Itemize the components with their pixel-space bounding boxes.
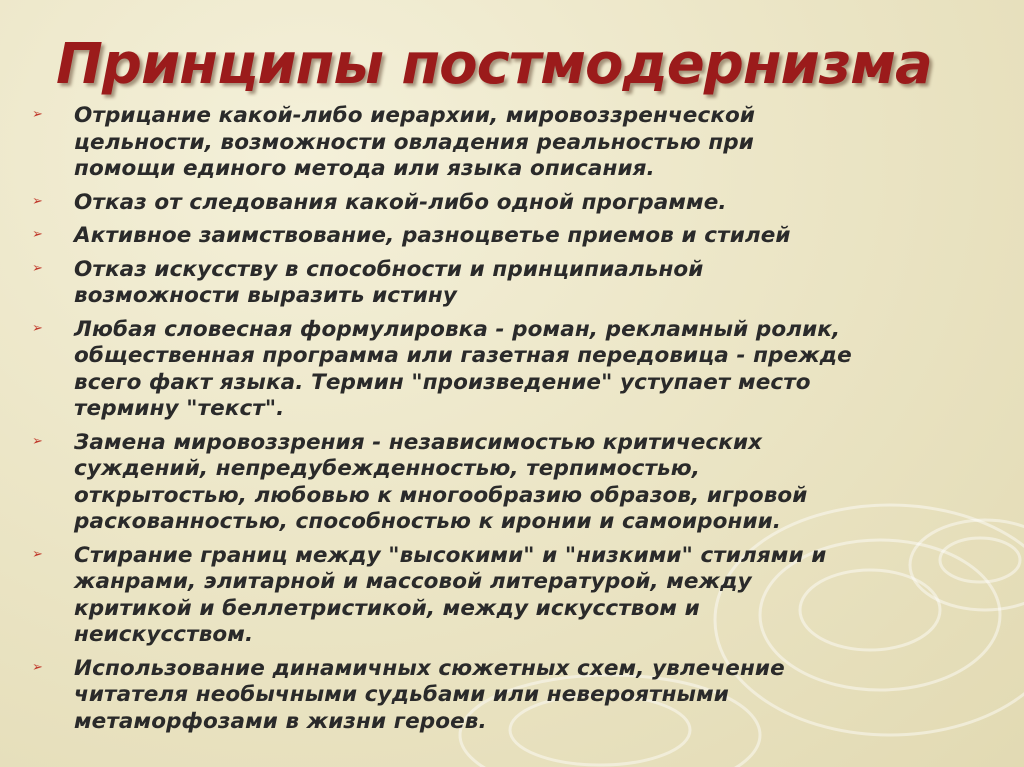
list-item: [32, 257, 982, 310]
bullet-text: [74, 257, 982, 310]
bullet-line: открытостью, любовью к многообразию образов, игровой: [74, 482, 808, 508]
bullet-line: метаморфозами в жизни героев.: [74, 708, 487, 734]
bullet-line: всего факт языка. Термин "произведение" уступает место: [74, 369, 811, 395]
bullet-line: Любая словесная формулировка - роман, рекламный ролик,: [74, 316, 841, 342]
bullet-line: Отказ искусству в способности и принципиальной: [74, 256, 704, 282]
bullet-text: [74, 103, 982, 183]
arrowhead-bullet-icon: ➢: [32, 107, 43, 122]
bullet-line: читателя необычными судьбами или невероятными: [74, 682, 729, 707]
bullet-line: помощи единого метода или языка описания.: [74, 156, 655, 181]
bullet-line: Стирание границ между "высокими" и "низкими" стилями и: [74, 542, 827, 568]
arrowhead-bullet-icon: ➢: [32, 227, 43, 242]
bullet-line: неискусством.: [74, 622, 254, 647]
bullet-line: суждений, непредубежденностью, терпимостью,: [74, 456, 701, 481]
arrowhead-bullet-icon: ➢: [32, 260, 43, 276]
list-item: [32, 223, 982, 250]
bullet-line: общественная программа или газетная передовица - прежде: [74, 343, 852, 368]
bullet-line: Использование динамичных сюжетных схем, увлечение: [74, 655, 785, 681]
arrowhead-bullet-icon: ➢: [32, 320, 43, 336]
list-item: [32, 543, 982, 649]
bullet-line: Активное заимствование, разноцветье приемов и стилей: [74, 223, 791, 248]
bullet-text: [74, 543, 982, 649]
slide-title: Принципы постмодернизма: [56, 32, 932, 97]
bullet-line: критикой и беллетристикой, между искусством и: [74, 595, 700, 621]
list-item: [32, 317, 982, 423]
arrowhead-bullet-icon: ➢: [32, 659, 43, 675]
bullet-line: термину "текст".: [74, 396, 285, 421]
bullet-text: [74, 190, 982, 217]
bullet-line: возможности выразить истину: [74, 283, 457, 308]
bullet-text: [74, 430, 982, 536]
list-item: [32, 656, 982, 736]
bullet-line: Отказ от следования какой-либо одной программе.: [74, 189, 727, 215]
bullet-line: Отрицание какой-либо иерархии, мировоззренческой: [74, 103, 756, 128]
bullet-text: [74, 656, 982, 736]
bullet-line: раскованностью, способностью к иронии и самоиронии.: [74, 509, 782, 534]
arrowhead-bullet-icon: ➢: [32, 193, 43, 209]
bullet-line: Замена мировоззрения - независимостью критических: [74, 429, 763, 455]
arrowhead-bullet-icon: ➢: [32, 546, 43, 562]
principles-list: [32, 103, 982, 742]
bullet-line: жанрами, элитарной и массовой литературой, между: [74, 569, 752, 594]
arrowhead-bullet-icon: ➢: [32, 433, 43, 449]
bullet-line: цельности, возможности овладения реальностью при: [74, 129, 754, 155]
list-item: [32, 103, 982, 183]
bullet-text: [74, 223, 982, 250]
list-item: [32, 190, 982, 217]
bullet-text: [74, 317, 982, 423]
list-item: [32, 430, 982, 536]
